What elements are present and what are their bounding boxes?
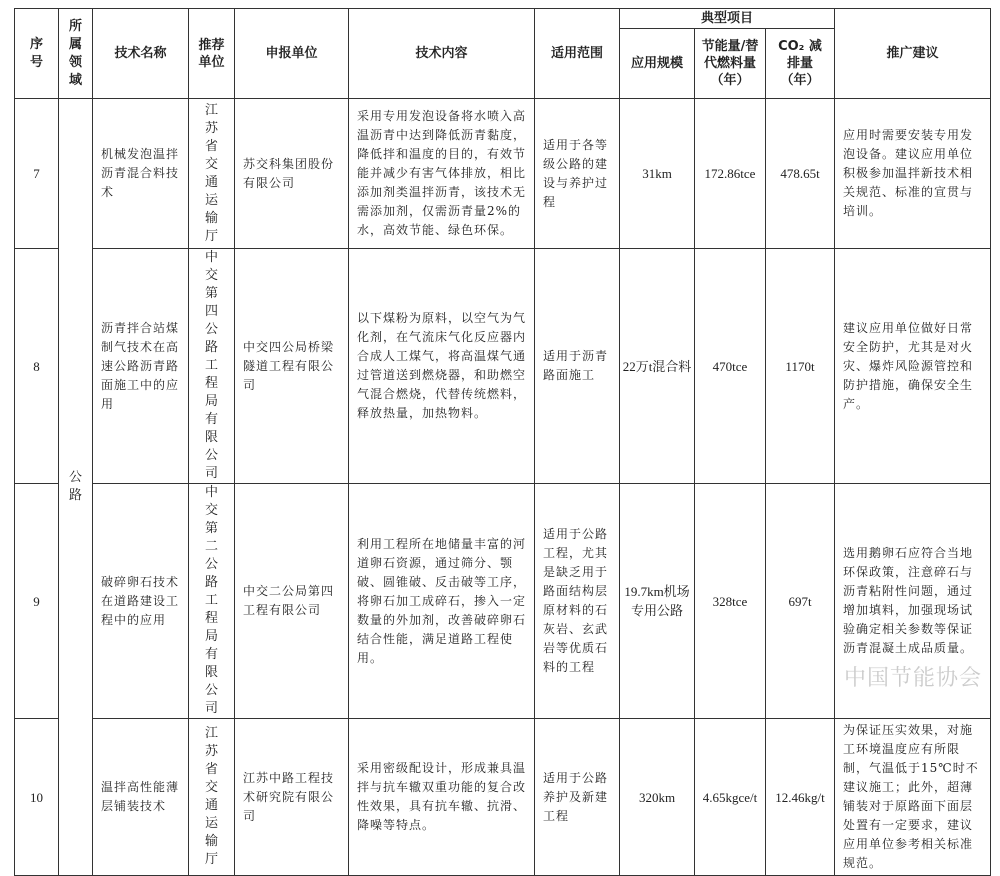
row-energy: 328tce (695, 484, 766, 719)
row-applicant: 中交四公局桥梁隧道工程有限公司 (235, 249, 349, 484)
row-scale: 22万t混合料 (620, 249, 695, 484)
row-recommender: 江苏省交通运输厅 (189, 99, 235, 249)
row-advice: 应用时需要安装专用发泡设备。建议应用单位积极参加温拌新技术相关规范、标准的宣贯与培训。 (835, 99, 991, 249)
row-content: 以下煤粉为原料，以空气为气化剂，在气流床气化反应器内合成人工煤气，将高温煤气通过管道送到燃烧器，和助燃空气混合燃烧，代替传统燃料，释放热量，加热物料。 (349, 249, 535, 484)
header-seq: 序号 (15, 9, 59, 99)
row-co2: 12.46kg/t (766, 719, 835, 876)
row-advice: 为保证压实效果，对施工环境温度应有所限制，气温低于15℃时不建议施工；此外，超薄铺装对于原路面下面层处置有一定要求，建议应用单位参考相关标准规范。 (835, 719, 991, 876)
row-energy: 4.65kgce/t (695, 719, 766, 876)
row-co2: 478.65t (766, 99, 835, 249)
row-content: 采用专用发泡设备将水喷入高温沥青中达到降低沥青黏度，降低拌和温度的目的，有效节能并减少有害气体排放，相比添加剂类温拌沥青，该技术无需添加剂，仅需沥青量2%的水，高效节能、绿色环保。 (349, 99, 535, 249)
row-scope: 适用于公路养护及新建工程 (535, 719, 620, 876)
row-applicant: 江苏中路工程技术研究院有限公司 (235, 719, 349, 876)
table-row (15, 99, 991, 249)
row-seq: 7 (15, 99, 59, 249)
row-content: 采用密级配设计，形成兼具温拌与抗车辙双重功能的复合改性效果，具有抗车辙、抗滑、降噪等特点。 (349, 719, 535, 876)
row-scope: 适用于各等级公路的建设与养护过程 (535, 99, 620, 249)
header-applicant: 申报单位 (235, 9, 349, 99)
row-energy: 172.86tce (695, 99, 766, 249)
header-co2: CO₂ 减排量（年） (766, 29, 835, 99)
header-recommender: 推荐单位 (189, 9, 235, 99)
row-tech-name: 沥青拌合站煤制气技术在高速公路沥青路面施工中的应用 (93, 249, 189, 484)
document-page (14, 8, 990, 876)
field-cell: 公路 (59, 99, 93, 876)
row-seq: 8 (15, 249, 59, 484)
row-applicant: 苏交科集团股份有限公司 (235, 99, 349, 249)
header-scope: 适用范围 (535, 9, 620, 99)
technology-table (14, 8, 991, 876)
row-content: 利用工程所在地储量丰富的河道卵石资源，通过筛分、颚破、圆锥破、反击破等工序，将卵石加工成碎石，掺入一定数量的外加剂，改善破碎卵石结合性能，满足道路工程使用。 (349, 484, 535, 719)
header-tech-name: 技术名称 (93, 9, 189, 99)
header-field: 所属领域 (59, 9, 93, 99)
row-advice: 建议应用单位做好日常安全防护，尤其是对火灾、爆炸风险源管控和防护措施，确保安全生产。 (835, 249, 991, 484)
row-energy: 470tce (695, 249, 766, 484)
row-scale: 31km (620, 99, 695, 249)
header-content: 技术内容 (349, 9, 535, 99)
row-co2: 1170t (766, 249, 835, 484)
header-typical: 典型项目 (620, 9, 835, 29)
row-scope: 适用于公路工程，尤其是缺乏用于路面结构层原材料的石灰岩、玄武岩等优质石料的工程 (535, 484, 620, 719)
row-seq: 9 (15, 484, 59, 719)
row-tech-name: 温拌高性能薄层铺装技术 (93, 719, 189, 876)
row-recommender: 中交第四公路工程局有限公司 (189, 249, 235, 484)
row-scale: 19.7km机场专用公路 (620, 484, 695, 719)
row-recommender: 中交第二公路工程局有限公司 (189, 484, 235, 719)
row-scale: 320km (620, 719, 695, 876)
header-energy: 节能量/替代燃料量（年） (695, 29, 766, 99)
row-scope: 适用于沥青路面施工 (535, 249, 620, 484)
header-advice: 推广建议 (835, 9, 991, 99)
row-seq: 10 (15, 719, 59, 876)
table-row (15, 719, 991, 876)
watermark: 中国节能协会 (844, 661, 982, 692)
row-tech-name: 机械发泡温拌沥青混合料技术 (93, 99, 189, 249)
row-recommender: 江苏省交通运输厅 (189, 719, 235, 876)
row-advice: 选用鹅卵石应符合当地环保政策，注意碎石与沥青粘附性问题，通过增加填料，加强现场试验确定相关参数等保证沥青混凝土成品质量。 (835, 484, 991, 719)
row-co2: 697t (766, 484, 835, 719)
row-applicant: 中交二公局第四工程有限公司 (235, 484, 349, 719)
header-scale: 应用规模 (620, 29, 695, 99)
row-tech-name: 破碎卵石技术在道路建设工程中的应用 (93, 484, 189, 719)
table-row (15, 249, 991, 484)
